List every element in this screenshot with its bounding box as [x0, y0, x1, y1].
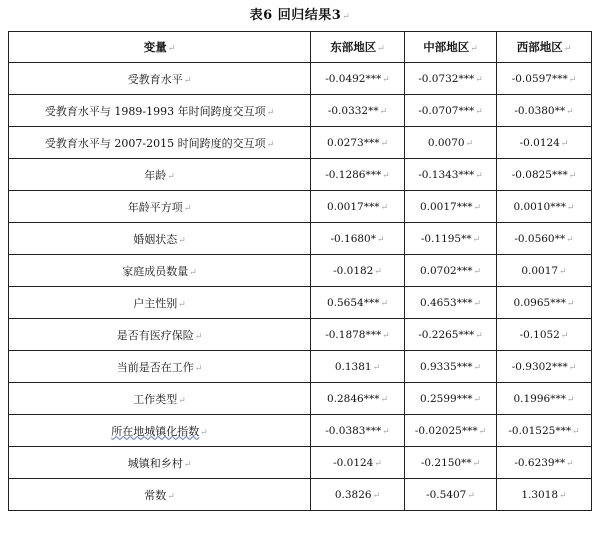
paragraph-mark-icon: ↵	[472, 234, 481, 245]
cell-central	[405, 447, 497, 479]
cell-central-text: -0.2150**	[420, 456, 472, 469]
table-row	[9, 95, 592, 127]
cell-east	[311, 255, 405, 287]
paragraph-mark-icon: ↵	[568, 362, 577, 373]
cell-variable	[9, 95, 311, 127]
paragraph-mark-icon: ↵	[194, 363, 203, 374]
cell-west-text: 1.3018	[521, 488, 559, 501]
paragraph-mark-icon: ↵	[473, 362, 482, 373]
paragraph-mark-icon: ↵	[566, 458, 574, 469]
cell-variable-text: 受教育水平	[127, 72, 183, 86]
paragraph-mark-icon: ↵	[374, 458, 382, 469]
paragraph-mark-icon: ↵	[380, 394, 389, 405]
paragraph-mark-icon: ↵	[342, 12, 351, 22]
cell-east	[311, 447, 405, 479]
cell-west-text: 0.0965***	[513, 296, 566, 309]
paragraph-mark-icon: ↵	[183, 203, 192, 214]
cell-west	[497, 351, 592, 383]
cell-west	[497, 223, 592, 255]
cell-variable	[9, 479, 311, 511]
table-row	[9, 159, 592, 191]
cell-central	[405, 479, 497, 511]
cell-central-text: 0.9335***	[419, 360, 473, 373]
table-row	[9, 479, 592, 511]
cell-east	[311, 127, 405, 159]
cell-central-text: 0.0070	[427, 136, 465, 149]
cell-variable	[9, 223, 311, 255]
paragraph-mark-icon: ↵	[475, 106, 483, 117]
paragraph-mark-icon: ↵	[183, 75, 192, 86]
paragraph-mark-icon: ↵	[372, 490, 381, 501]
cell-west	[497, 159, 592, 191]
paragraph-mark-icon: ↵	[266, 107, 275, 118]
cell-variable	[9, 63, 311, 95]
paragraph-mark-icon: ↵	[266, 139, 275, 150]
cell-east-text: -0.0492***	[325, 72, 382, 85]
header-central: 中部地区↵	[405, 32, 497, 63]
table-row	[9, 319, 592, 351]
paragraph-mark-icon: ↵	[566, 234, 574, 245]
cell-central-text: 0.2599***	[419, 392, 473, 405]
paragraph-mark-icon: ↵	[178, 395, 186, 406]
cell-west	[497, 447, 592, 479]
cell-east	[311, 415, 405, 447]
cell-east-text: -0.1680*	[330, 232, 376, 245]
header-variable: 变量↵	[9, 32, 311, 63]
paragraph-mark-icon: ↵	[467, 490, 475, 501]
cell-west-text: -0.0560**	[514, 232, 566, 245]
cell-variable-text: 常数	[144, 488, 167, 502]
paragraph-mark-icon: ↵	[566, 106, 574, 117]
paragraph-mark-icon: ↵	[382, 170, 390, 181]
cell-variable	[9, 127, 311, 159]
truncated-footnote	[8, 527, 591, 534]
cell-west-text: -0.0825***	[511, 168, 568, 181]
paragraph-mark-icon: ↵	[178, 235, 186, 246]
cell-west	[497, 255, 592, 287]
paragraph-mark-icon: ↵	[473, 394, 482, 405]
cell-west-text: -0.6239**	[514, 456, 566, 469]
paragraph-mark-icon: ↵	[560, 330, 569, 341]
cell-variable	[9, 415, 311, 447]
cell-central-text: -0.02025***	[414, 424, 478, 437]
cell-east-text: 0.0017***	[326, 200, 380, 213]
cell-variable	[9, 383, 311, 415]
cell-west-text: -0.01525***	[508, 424, 572, 437]
cell-east	[311, 159, 405, 191]
cell-west	[497, 63, 592, 95]
cell-central-text: -0.0732***	[418, 72, 475, 85]
cell-east-text: 0.0273***	[326, 136, 380, 149]
paragraph-mark-icon: ↵	[559, 266, 567, 277]
paragraph-mark-icon: ↵	[475, 170, 483, 181]
cell-east	[311, 287, 405, 319]
cell-east	[311, 223, 405, 255]
paragraph-mark-icon: ↵	[382, 426, 390, 437]
cell-central	[405, 415, 497, 447]
cell-variable-text: 受教育水平与 1989-1993 年时间跨度交互项	[44, 104, 266, 118]
cell-central	[405, 351, 497, 383]
cell-west	[497, 191, 592, 223]
paragraph-mark-icon: ↵	[566, 394, 575, 405]
cell-variable	[9, 447, 311, 479]
cell-west-text: -0.1052	[519, 328, 560, 341]
paragraph-mark-icon: ↵	[478, 426, 487, 437]
cell-variable	[9, 191, 311, 223]
paragraph-mark-icon: ↵	[372, 362, 381, 373]
paragraph-mark-icon: ↵	[559, 490, 567, 501]
cell-variable	[9, 255, 311, 287]
paragraph-mark-icon: ↵	[183, 459, 192, 470]
table-row	[9, 287, 592, 319]
paragraph-mark-icon: ↵	[560, 138, 569, 149]
paragraph-mark-icon: ↵	[568, 170, 577, 181]
cell-variable-text: 受教育水平与 2007-2015 时间跨度的交互项	[44, 136, 266, 150]
table-row	[9, 63, 592, 95]
cell-east	[311, 383, 405, 415]
cell-east-text: -0.0124	[333, 456, 374, 469]
cell-central	[405, 319, 497, 351]
paragraph-mark-icon: ↵	[178, 299, 186, 310]
cell-west	[497, 383, 592, 415]
cell-east	[311, 479, 405, 511]
header-west: 西部地区↵	[497, 32, 592, 63]
cell-central-text: -0.0707***	[418, 104, 475, 117]
paragraph-mark-icon: ↵	[566, 202, 575, 213]
cell-variable-text: 所在地城镇化指数	[111, 424, 200, 438]
cell-central	[405, 223, 497, 255]
paragraph-mark-icon: ↵	[472, 458, 481, 469]
paragraph-mark-icon: ↵	[566, 298, 575, 309]
cell-east-text: 0.2846***	[326, 392, 380, 405]
cell-west	[497, 319, 592, 351]
cell-central	[405, 287, 497, 319]
cell-variable	[9, 159, 311, 191]
cell-central-text: 0.4653***	[419, 296, 473, 309]
cell-central	[405, 127, 497, 159]
cell-west	[497, 415, 592, 447]
cell-variable-text: 年龄	[144, 168, 167, 182]
paragraph-mark-icon: ↵	[382, 330, 390, 341]
table-row	[9, 447, 592, 479]
cell-east-text: 0.1381	[334, 360, 372, 373]
cell-variable	[9, 351, 311, 383]
cell-east	[311, 319, 405, 351]
cell-east	[311, 95, 405, 127]
paragraph-mark-icon: ↵	[167, 171, 175, 182]
cell-central	[405, 63, 497, 95]
paragraph-mark-icon: ↵	[572, 426, 580, 437]
table-header-row	[9, 32, 592, 63]
cell-east-text: 0.5654***	[326, 296, 380, 309]
cell-variable-text: 当前是否在工作	[116, 360, 194, 374]
cell-central-text: 0.0702***	[419, 264, 473, 277]
cell-central	[405, 191, 497, 223]
cell-east-text: -0.1286***	[325, 168, 382, 181]
cell-central-text: -0.1195**	[420, 232, 472, 245]
cell-east	[311, 351, 405, 383]
cell-central	[405, 255, 497, 287]
paragraph-mark-icon: ↵	[475, 74, 483, 85]
cell-variable-text: 城镇和乡村	[127, 456, 183, 470]
cell-west-text: -0.0597***	[511, 72, 568, 85]
paragraph-mark-icon: ↵	[465, 138, 474, 149]
paragraph-mark-icon: ↵	[377, 234, 385, 245]
paragraph-mark-icon: ↵	[382, 74, 390, 85]
paragraph-mark-icon: ↵	[473, 266, 482, 277]
cell-west	[497, 95, 592, 127]
cell-variable-text: 是否有医疗保险	[116, 328, 194, 342]
paragraph-mark-icon: ↵	[473, 202, 482, 213]
cell-variable-text: 婚姻状态	[133, 232, 178, 246]
cell-variable	[9, 287, 311, 319]
table-row	[9, 191, 592, 223]
cell-east-text: -0.0383***	[325, 424, 382, 437]
paragraph-mark-icon: ↵	[473, 298, 482, 309]
paragraph-mark-icon: ↵	[379, 106, 388, 117]
cell-central-text: -0.2265***	[418, 328, 475, 341]
paragraph-mark-icon: ↵	[380, 138, 389, 149]
table-row	[9, 255, 592, 287]
table-row	[9, 127, 592, 159]
cell-central-text: -0.5407	[426, 488, 467, 501]
cell-central	[405, 95, 497, 127]
table-row	[9, 415, 592, 447]
paragraph-mark-icon: ↵	[167, 491, 175, 502]
paragraph-mark-icon: ↵	[200, 427, 208, 438]
table-row	[9, 223, 592, 255]
cell-west-text: 0.0010***	[513, 200, 566, 213]
paragraph-mark-icon: ↵	[380, 202, 389, 213]
cell-east-text: -0.1878***	[325, 328, 382, 341]
cell-east	[311, 63, 405, 95]
paragraph-mark-icon: ↵	[568, 74, 577, 85]
cell-west-text: 0.0017	[521, 264, 559, 277]
cell-east-text: -0.0332**	[327, 104, 379, 117]
cell-central	[405, 159, 497, 191]
cell-west	[497, 287, 592, 319]
cell-variable	[9, 319, 311, 351]
table-row	[9, 351, 592, 383]
cell-west	[497, 127, 592, 159]
cell-variable-text: 家庭成员数量	[122, 264, 189, 278]
cell-central-text: 0.0017***	[419, 200, 473, 213]
cell-variable-text: 年龄平方项	[127, 200, 183, 214]
cell-west	[497, 479, 592, 511]
paragraph-mark-icon: ↵	[189, 267, 197, 278]
cell-variable-text: 户主性别	[133, 296, 178, 310]
table-body	[9, 63, 592, 511]
cell-east-text: 0.3826	[334, 488, 372, 501]
table-title	[0, 4, 600, 23]
cell-west-text: -0.0124	[519, 136, 560, 149]
cell-east-text: -0.0182	[333, 264, 374, 277]
cell-west-text: -0.0380**	[514, 104, 566, 117]
paragraph-mark-icon: ↵	[380, 298, 389, 309]
table-row	[9, 383, 592, 415]
cell-central-text: -0.1343***	[418, 168, 475, 181]
cell-west-text: 0.1996***	[513, 392, 566, 405]
cell-variable-text: 工作类型	[133, 392, 178, 406]
paragraph-mark-icon: ↵	[374, 266, 382, 277]
paragraph-mark-icon: ↵	[475, 330, 483, 341]
paragraph-mark-icon: ↵	[194, 331, 203, 342]
table-title-text: 表6 回归结果3	[249, 8, 342, 23]
cell-east	[311, 191, 405, 223]
header-east: 东部地区↵	[311, 32, 405, 63]
cell-west-text: -0.9302***	[511, 360, 568, 373]
cell-central	[405, 383, 497, 415]
regression-table	[8, 31, 592, 511]
